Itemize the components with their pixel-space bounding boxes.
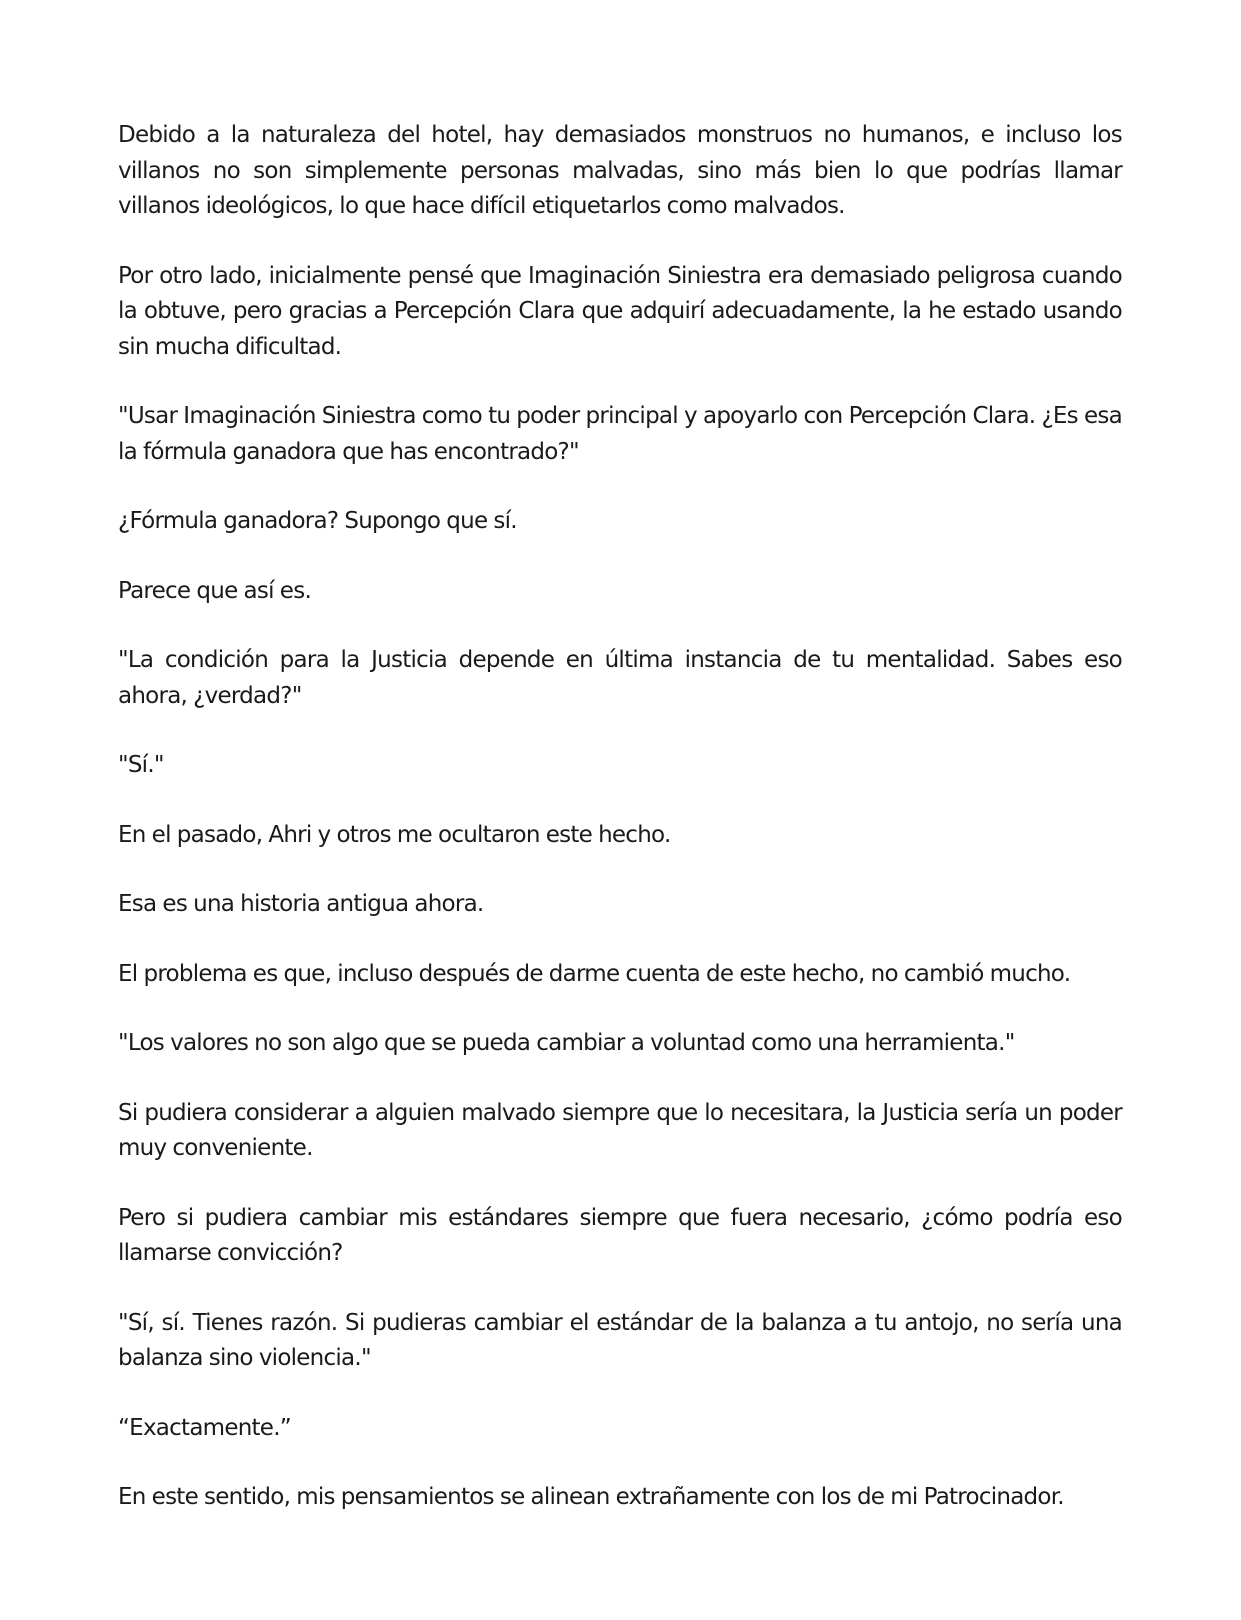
paragraph-12: Si pudiera considerar a alguien malvado siempre que lo necesitara, la Justicia sería un poder muy conveniente. bbox=[118, 1099, 1122, 1161]
paragraph-4: ¿Fórmula ganadora? Supongo que sí. bbox=[118, 508, 517, 534]
paragraph-14: "Sí, sí. Tienes razón. Si pudieras cambiar el estándar de la balanza a tu antojo, no sería una balanza sino violencia." bbox=[118, 1309, 1122, 1371]
paragraph-9: Esa es una historia antigua ahora. bbox=[118, 891, 484, 917]
paragraph-2: Por otro lado, inicialmente pensé que Imaginación Siniestra era demasiado peligrosa cuando la obtuve, pero gracias a Percepción Clara que adquirí adecuadamente, la he estado usando sin mucha dificultad. bbox=[118, 262, 1122, 360]
paragraph-7: "Sí." bbox=[118, 752, 164, 778]
paragraph-1: Debido a la naturaleza del hotel, hay demasiados monstruos no humanos, e incluso los villanos no son simplemente personas malvadas, sino más bien lo que podrías llamar villanos ideológicos, lo que hace difícil etiquetarlos como malvados. bbox=[118, 122, 1122, 219]
paragraph-3: "Usar Imaginación Siniestra como tu poder principal y apoyarlo con Percepción Clara. ¿Es esa la fórmula ganadora que has encontrado?" bbox=[118, 403, 1122, 465]
paragraph-16: En este sentido, mis pensamientos se alinean extrañamente con los de mi Patrocinador. bbox=[118, 1484, 1064, 1510]
paragraph-11: "Los valores no son algo que se pueda cambiar a voluntad como una herramienta." bbox=[118, 1030, 1015, 1056]
paragraph-13: Pero si pudiera cambiar mis estándares siempre que fuera necesario, ¿cómo podría eso llamarse convicción? bbox=[118, 1204, 1122, 1266]
paragraph-15: “Exactamente.” bbox=[118, 1414, 291, 1441]
paragraph-10: El problema es que, incluso después de darme cuenta de este hecho, no cambió mucho. bbox=[118, 960, 1071, 987]
paragraph-6: "La condición para la Justicia depende en última instancia de tu mentalidad. Sabes eso ahora, ¿verdad?" bbox=[118, 647, 1122, 709]
paragraph-8: En el pasado, Ahri y otros me ocultaron este hecho. bbox=[118, 821, 671, 848]
text-column bbox=[118, 118, 1122, 1516]
paragraph-5: Parece que así es. bbox=[118, 577, 311, 604]
